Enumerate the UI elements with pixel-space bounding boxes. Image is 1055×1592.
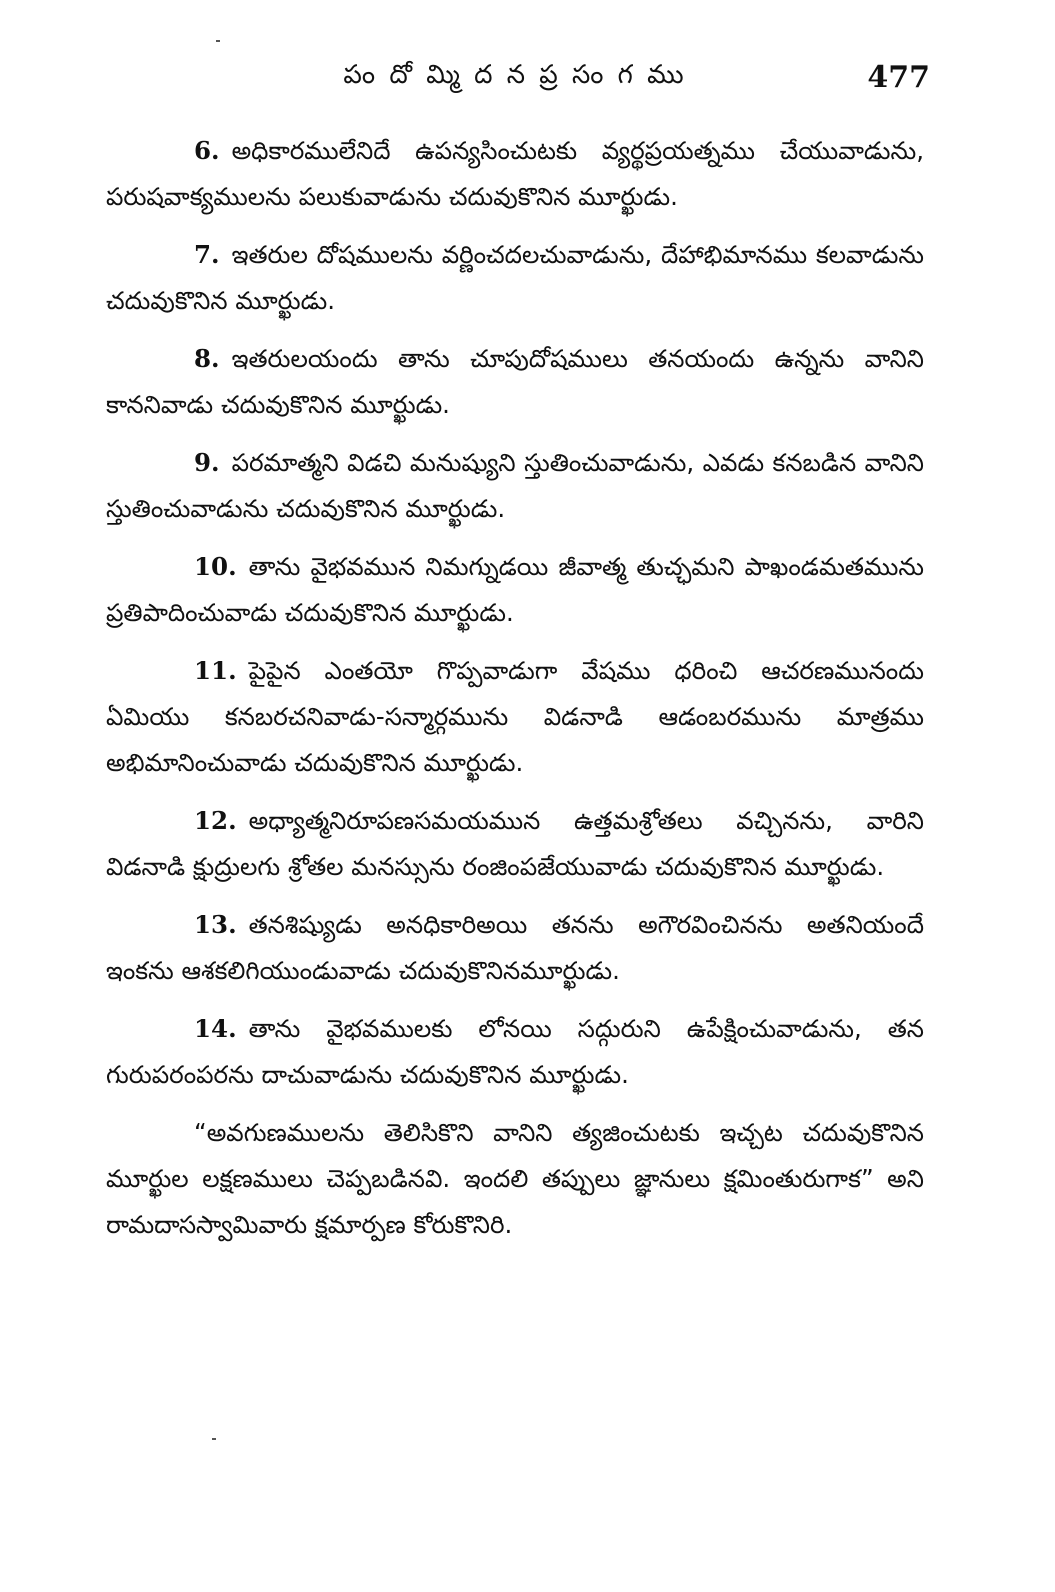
paragraph-number: 11. bbox=[194, 656, 237, 685]
paragraph-text: “అవగుణములను తెలిసికొని వానిని త్యజించుటకు ఇచ్చట చదువుకొనిన మూర్ఖుల లక్షణములు చెప్పబడినవి. ఇందలి తప్పులు జ్ఞానులు క్షమింతురుగాక” అని రామదాసస్వామివారు క్షమార్పణ కోరుకొనిరి. bbox=[106, 1118, 924, 1239]
paragraph-8 bbox=[106, 336, 924, 428]
paragraph-number: 13. bbox=[194, 910, 237, 939]
paragraph-number: 10. bbox=[194, 552, 237, 581]
scan-speck bbox=[212, 1438, 216, 1440]
paragraph-11 bbox=[106, 648, 924, 786]
closing-paragraph bbox=[106, 1110, 924, 1248]
paragraph-7 bbox=[106, 232, 924, 324]
paragraph-text: అధికారములేనిదే ఉపన్యసించుటకు వ్యర్థప్రయత్నము చేయువాడును, పరుషవాక్యములను పలుకువాడును చదువుకొనిన మూర్ఖుడు. bbox=[106, 136, 924, 211]
page-body bbox=[106, 128, 924, 1260]
paragraph-number: 7. bbox=[194, 240, 220, 269]
paragraph-text: పైపైన ఎంతయో గొప్పవాడుగా వేషము ధరించి ఆచరణమునందు ఏమియు కనబరచనివాడు-సన్మార్గమును విడనాడి ఆడంబరమును మాత్రము అభిమానించువాడు చదువుకొనిన మూర్ఖుడు. bbox=[106, 656, 924, 777]
paragraph-text: అధ్యాత్మనిరూపణసమయమున ఉత్తమశ్రోతలు వచ్చినను, వారిని విడనాడి క్షుద్రులగు శ్రోతల మనస్సును రంజింపజేయువాడు చదువుకొనిన మూర్ఖుడు. bbox=[106, 806, 924, 881]
paragraph-number: 8. bbox=[194, 344, 220, 373]
paragraph-9 bbox=[106, 440, 924, 532]
paragraph-number: 12. bbox=[194, 806, 237, 835]
page-number: 477 bbox=[867, 60, 930, 95]
paragraph-13 bbox=[106, 902, 924, 994]
paragraph-12 bbox=[106, 798, 924, 890]
running-title: పం దో మ్మి ద న ప్ర సం గ ము bbox=[343, 60, 687, 90]
paragraph-number: 6. bbox=[194, 136, 220, 165]
paragraph-text: ఇతరుల దోషములను వర్ణించదలచువాడును, దేహాభిమానము కలవాడును చదువుకొనిన మూర్ఖుడు. bbox=[106, 240, 924, 315]
paragraph-number: 14. bbox=[194, 1014, 237, 1043]
paragraph-text: పరమాత్మని విడచి మనుష్యుని స్తుతించువాడును, ఎవడు కనబడిన వానిని స్తుతించువాడును చదువుకొనిన మూర్ఖుడు. bbox=[106, 448, 924, 523]
paragraph-text: తాను వైభవమున నిమగ్నుడయి జీవాత్మ తుచ్ఛమని పాఖండమతమును ప్రతిపాదించువాడు చదువుకొనిన మూర్ఖుడు. bbox=[106, 552, 924, 627]
paragraph-6 bbox=[106, 128, 924, 220]
scan-speck bbox=[216, 40, 220, 42]
paragraph-text: తాను వైభవములకు లోనయి సద్గురుని ఉపేక్షించువాడును, తన గురుపరంపరను దాచువాడును చదువుకొనిన మూర్ఖుడు. bbox=[106, 1014, 924, 1089]
paragraph-text: ఇతరులయందు తాను చూపుదోషములు తనయందు ఉన్నను వానిని కాననివాడు చదువుకొనిన మూర్ఖుడు. bbox=[106, 344, 924, 419]
page-header bbox=[100, 60, 930, 100]
paragraph-10 bbox=[106, 544, 924, 636]
paragraph-14 bbox=[106, 1006, 924, 1098]
paragraph-text: తనశిష్యుడు అనధికారిఅయి తనను అగౌరవించినను అతనియందే ఇంకను ఆశకలిగియుండువాడు చదువుకొనినమూర్ఖుడు. bbox=[106, 910, 924, 985]
paragraph-number: 9. bbox=[194, 448, 220, 477]
